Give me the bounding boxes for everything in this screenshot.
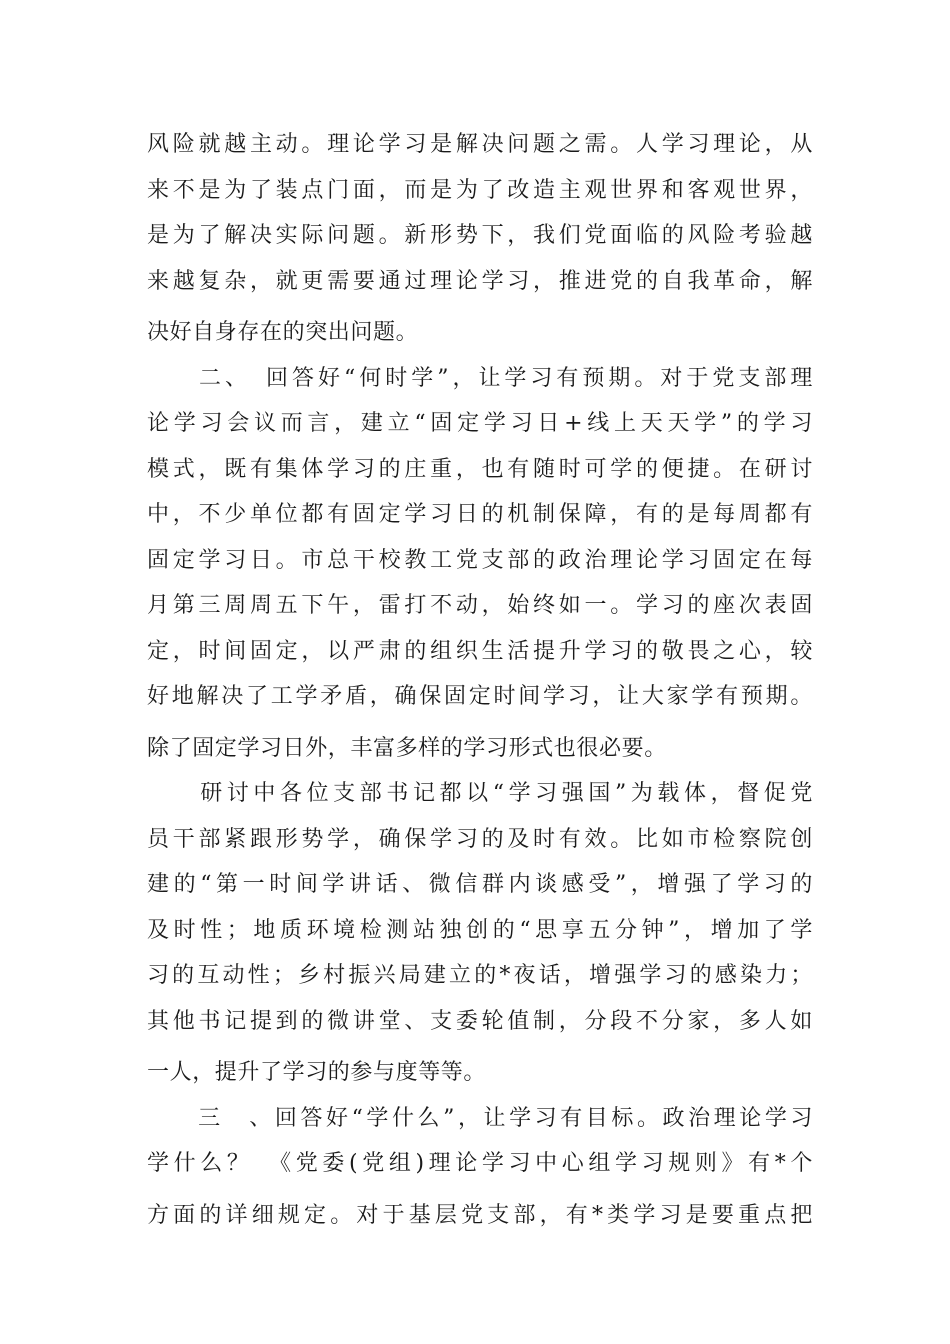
text-line: 中，不少单位都有固定学习日的机制保障，有的是每周都有 — [147, 502, 813, 527]
text-line: 论学习会议而言，建立“固定学习日+线上天天学”的学习 — [147, 411, 813, 436]
text-line: 习的互动性；乡村振兴局建立的*夜话，增强学习的感染力； — [147, 963, 813, 988]
text-line: 定，时间固定，以严肃的组织生活提升学习的敬畏之心，较 — [147, 638, 813, 664]
text-line: 其他书记提到的微讲堂、支委轮值制，分段不分家，多人如 — [147, 1008, 813, 1034]
text-line: 决好自身存在的突出问题。 — [147, 320, 419, 345]
text-line: 员干部紧跟形势学，确保学习的及时有效。比如市检察院创 — [147, 826, 813, 852]
text-line: 二、 回答好“何时学”，让学习有预期。对于党支部理 — [147, 365, 813, 391]
text-line: 来越复杂，就更需要通过理论学习，推进党的自我革命，解 — [147, 268, 813, 294]
text-line: 来不是为了装点门面，而是为了改造主观世界和客观世界， — [147, 177, 813, 203]
text-line: 建的“第一时间学讲话、微信群内谈感受”，增强了学习的 — [147, 872, 813, 897]
text-line: 风险就越主动。理论学习是解决问题之需。人学习理论，从 — [147, 132, 813, 157]
text-line: 月第三周周五下午，雷打不动，始终如一。学习的座次表固 — [147, 593, 813, 618]
text-line: 除了固定学习日外，丰富多样的学习形式也很必要。 — [147, 735, 667, 761]
text-line: 研讨中各位支部书记都以“学习强国”为载体，督促党 — [147, 781, 813, 806]
text-line: 固定学习日。市总干校教工党支部的政治理论学习固定在每 — [147, 547, 813, 573]
text-line: 及时性；地质环境检测站独创的“思享五分钟”，增加了学 — [147, 917, 813, 943]
body-text — [147, 122, 813, 1238]
text-line: 好地解决了工学矛盾，确保固定时间学习，让大家学有预期。 — [147, 684, 813, 709]
text-line: 模式，既有集体学习的庄重，也有随时可学的便捷。在研讨 — [147, 456, 813, 482]
text-line: 一人，提升了学习的参与度等等。 — [147, 1060, 487, 1085]
text-line: 学什么？ 《党委(党组)理论学习中心组学习规则》有*个 — [147, 1151, 813, 1176]
text-line: 三 、回答好“学什么”，让学习有目标。政治理论学习 — [147, 1105, 813, 1131]
text-line: 方面的详细规定。对于基层党支部，有*类学习是要重点把 — [147, 1202, 813, 1228]
text-line: 是为了解决实际问题。新形势下，我们党面临的风险考验越 — [147, 223, 813, 248]
